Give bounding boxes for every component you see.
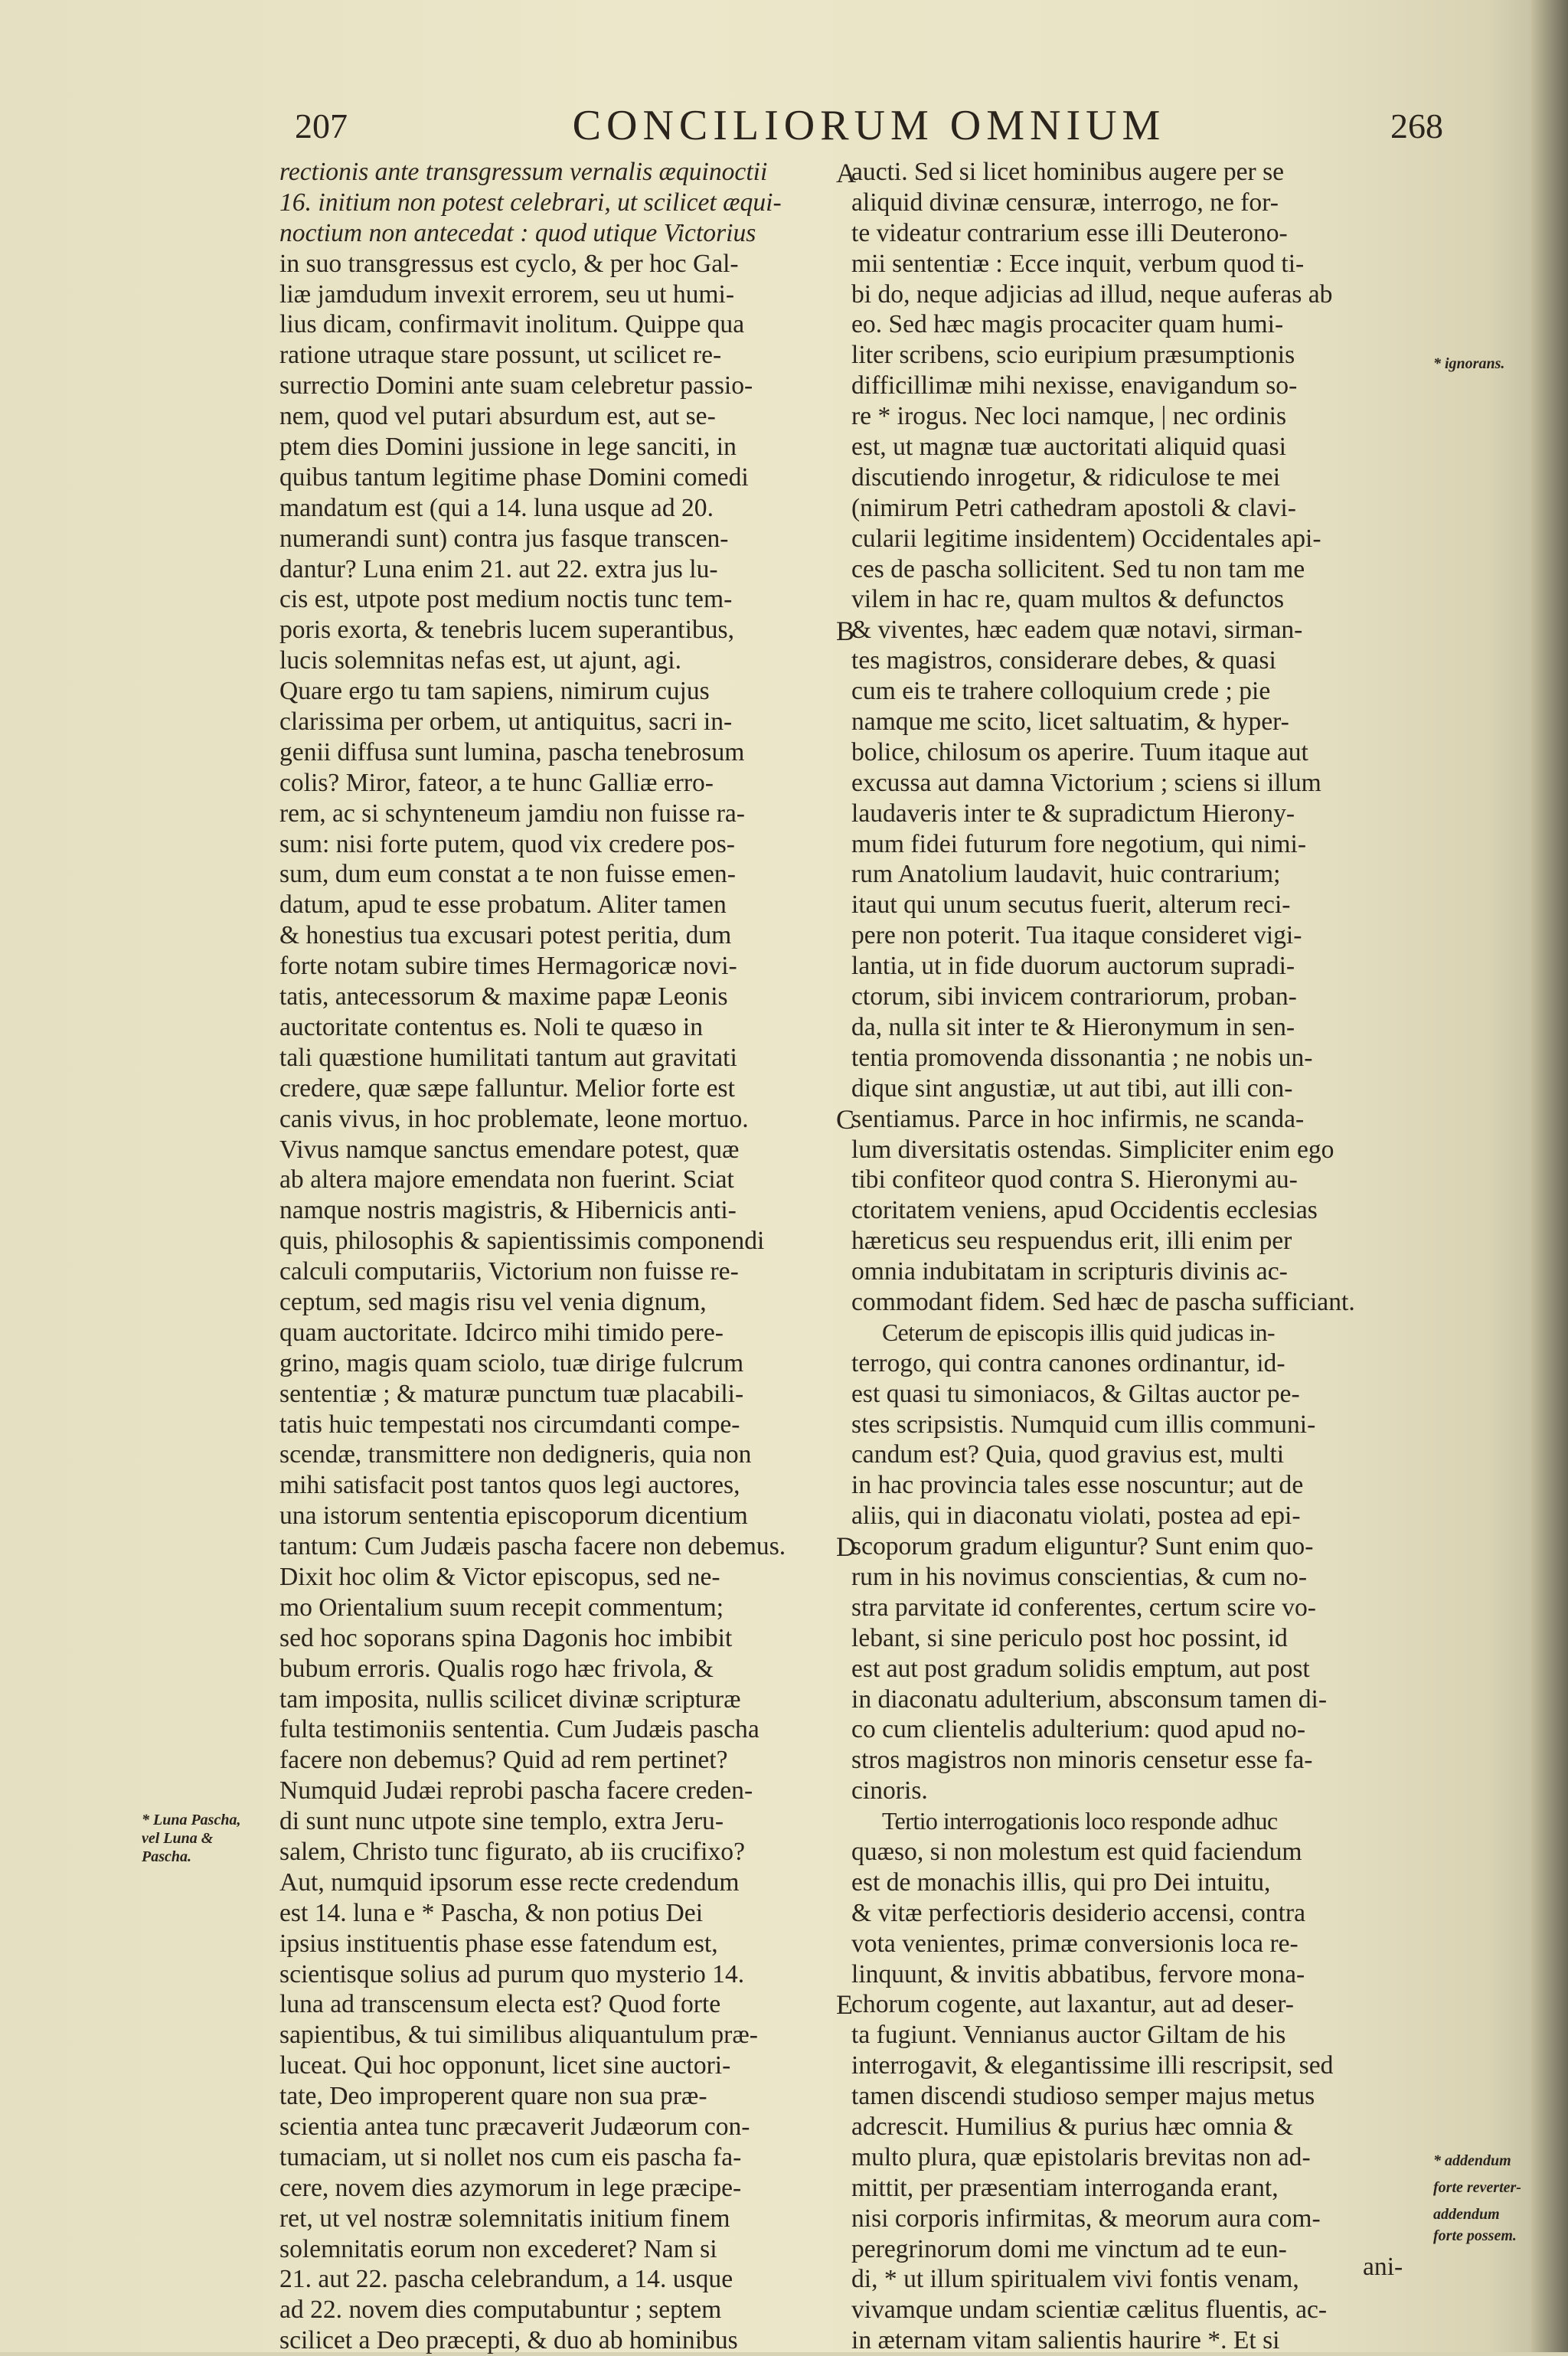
text-line: omnia indubitatam in scripturis divinis ac- xyxy=(851,1257,1288,1286)
text-line: bolice, chilosum os aperire. Tuum itaque aut xyxy=(851,737,1308,766)
page-number-left: 207 xyxy=(295,106,348,145)
text-line: di, * ut illum spiritualem vivi fontis venam, xyxy=(851,2265,1299,2294)
text-line: ceptum, sed magis risu vel venia dignum, xyxy=(279,1287,707,1316)
text-line: ctorum, sibi invicem contrariorum, proban- xyxy=(851,982,1297,1011)
text-line: est aut post gradum solidis emptum, aut post xyxy=(851,1654,1310,1683)
text-line: canis vivus, in hoc problemate, leone mortuo. xyxy=(279,1104,749,1133)
text-line: rum in his novimus conscientias, & cum no- xyxy=(851,1562,1308,1591)
text-line: Vivus namque sanctus emendare potest, quæ xyxy=(279,1135,740,1164)
text-line: in diaconatu adulterium, absconsum tamen di- xyxy=(851,1684,1328,1714)
text-line: eo. Sed hæc magis procaciter quam humi- xyxy=(851,310,1284,339)
margin-note-right: forte possem. xyxy=(1433,2227,1517,2244)
text-line: 16. initium non potest celebrari, ut scilicet æqui- xyxy=(279,188,782,217)
text-line: sed hoc soporans spina Dagonis hoc imbibit xyxy=(279,1623,733,1652)
text-line: tali quæstione humilitati tantum aut gravitati xyxy=(279,1043,737,1072)
text-line: ipsius instituentis phase esse fatendum est, xyxy=(279,1929,718,1958)
text-line: quam auctoritate. Idcirco mihi timido pere- xyxy=(279,1318,724,1347)
text-line: candum est? Quia, quod gravius est, multi xyxy=(851,1440,1285,1469)
text-line: tamen discendi studioso semper majus metus xyxy=(851,2082,1315,2111)
text-line: namque nostris magistris, & Hibernicis anti- xyxy=(279,1196,737,1225)
text-line: namque me scito, licet saltuatim, & hyper- xyxy=(851,707,1289,737)
text-line: bubum erroris. Qualis rogo hæc frivola, & xyxy=(279,1654,714,1683)
text-line: facere non debemus? Quid ad rem pertinet? xyxy=(279,1746,728,1775)
text-line: cere, novem dies azymorum in lege præcipe- xyxy=(279,2173,742,2202)
text-line: datum, apud te esse probatum. Aliter tamen xyxy=(279,890,727,920)
text-line: aucti. Sed si licet hominibus augere per se xyxy=(851,158,1285,186)
text-line: mittit, per præsentiam interroganda erant, xyxy=(851,2173,1279,2202)
text-line: colis? Miror, fateor, a te hunc Galliæ erro- xyxy=(279,768,714,797)
text-line: cum eis te trahere colloquium crede ; pie xyxy=(851,677,1271,706)
text-line: tentia promovenda dissonantia ; ne nobis un- xyxy=(851,1043,1313,1072)
margin-note-left-line: Pascha. xyxy=(142,1848,191,1865)
section-letter-b: B xyxy=(836,616,855,646)
text-line: Ceterum de episcopis illis quid judicas in- xyxy=(882,1319,1276,1346)
text-line: terrogo, qui contra canones ordinantur, id- xyxy=(851,1348,1285,1377)
text-line: mii sententiæ : Ecce inquit, verbum quod ti- xyxy=(851,249,1305,278)
text-line: scientisque solius ad purum quo mysterio 14. xyxy=(279,1959,745,1988)
text-line: tantum: Cum Judæis pascha facere non debemus. xyxy=(279,1532,786,1561)
text-line: Dixit hoc olim & Victor episcopus, sed ne- xyxy=(279,1562,720,1591)
text-line: vivamque undam scientiæ cælitus fluentis, ac- xyxy=(851,2296,1328,2325)
page-edge xyxy=(1531,0,1568,2352)
text-line: stra parvitate id conferentes, certum scire vo- xyxy=(851,1593,1316,1622)
section-letter-c: C xyxy=(836,1104,855,1135)
margin-note-left-line: * Luna Pascha, xyxy=(142,1812,241,1828)
text-line: sapientibus, & tui similibus aliquantulum præ- xyxy=(279,2021,758,2050)
text-line: scilicet a Deo præcepti, & duo ab hominibus xyxy=(279,2326,738,2355)
text-line: numerandi sunt) contra jus fasque transcen- xyxy=(279,524,729,553)
text-line: nisi corporis infirmitas, & meorum aura com- xyxy=(851,2204,1321,2233)
text-line: nem, quod vel putari absurdum est, aut se- xyxy=(279,402,716,431)
text-line: quis, philosophis & sapientissimis componendi xyxy=(279,1227,765,1256)
text-line: grino, magis quam sciolo, tuæ dirige fulcrum xyxy=(279,1348,744,1377)
text-line: cularii legitime insidentem) Occidentales api- xyxy=(851,524,1321,553)
text-line: rem, ac si schynteneum jamdiu non fuisse ra- xyxy=(279,799,745,828)
text-line: chorum cogente, aut laxantur, aut ad deser- xyxy=(851,1990,1294,2019)
text-line: Numquid Judæi reprobi pascha facere creden- xyxy=(279,1776,753,1805)
text-line: aliquid divinæ censuræ, interrogo, ne for- xyxy=(851,188,1279,217)
text-line: vota venientes, primæ conversionis loca re- xyxy=(851,1929,1298,1958)
text-line: stros magistros non minoris censetur esse fa- xyxy=(851,1746,1313,1775)
running-title: CONCILIORUM OMNIUM xyxy=(572,102,1166,149)
section-letter-e: E xyxy=(836,1989,853,2020)
text-line: mihi satisfacit post tantos quos legi auctores, xyxy=(279,1471,740,1500)
text-line: excussa aut damna Victorium ; sciens si illum xyxy=(851,768,1321,797)
text-line: tumaciam, ut si nollet nos cum eis pascha fa- xyxy=(279,2142,742,2171)
text-line: lebant, si sine periculo post hoc possint, id xyxy=(851,1623,1288,1652)
text-line: surrectio Domini ante suam celebretur passio- xyxy=(279,371,753,400)
text-line: solemnitatis eorum non excederet? Nam si xyxy=(279,2234,717,2263)
text-line: in hac provincia tales esse noscuntur; aut de xyxy=(851,1471,1304,1500)
text-line: credere, quæ sæpe falluntur. Melior forte est xyxy=(279,1073,735,1103)
text-line: ptem dies Domini jussione in lege sanciti, in xyxy=(279,433,737,462)
text-line: rum Anatolium laudavit, huic contrarium; xyxy=(851,860,1281,889)
text-line: lum diversitatis ostendas. Simpliciter enim ego xyxy=(851,1135,1334,1164)
text-line: ctoritatem veniens, apud Occidentis ecclesias xyxy=(851,1196,1318,1225)
text-line: mandatum est (qui a 14. luna usque ad 20. xyxy=(279,493,714,522)
text-line: clarissima per orbem, ut antiquitus, sacri in- xyxy=(279,707,733,737)
text-line: (nimirum Petri cathedram apostoli & clavi- xyxy=(851,493,1296,522)
text-line: & vitæ perfectioris desiderio accensi, contra xyxy=(851,1898,1305,1927)
running-header xyxy=(295,98,1443,152)
text-line: fulta testimoniis sententia. Cum Judæis pascha xyxy=(279,1715,760,1744)
text-line: liæ jamdudum invexit errorem, seu ut humi- xyxy=(279,279,735,309)
text-line: sum, dum eum constat a te non fuisse emen- xyxy=(279,860,736,889)
text-line: Quare ergo tu tam sapiens, nimirum cujus xyxy=(279,677,710,706)
margin-note-left xyxy=(142,1811,276,1866)
text-line: una istorum sententia episcoporum dicentium xyxy=(279,1502,748,1531)
text-line: quæso, si non molestum est quid faciendum xyxy=(851,1837,1302,1866)
margin-note-right: * ignorans. xyxy=(1433,355,1505,372)
margin-note-right: addendum xyxy=(1433,2206,1500,2223)
text-line: calculi computariis, Victorium non fuisse re- xyxy=(279,1257,739,1286)
text-line: da, nulla sit inter te & Hieronymum in sen- xyxy=(851,1012,1295,1041)
text-line: tatis, antecessorum & maxime papæ Leonis xyxy=(279,982,728,1011)
text-line: Tertio interrogationis loco responde adhuc xyxy=(882,1808,1278,1835)
text-line: ratione utraque stare possunt, ut scilicet re- xyxy=(279,341,722,370)
margin-note-right: * addendum xyxy=(1433,2152,1511,2169)
text-line: quibus tantum legitime phase Domini comedi xyxy=(279,462,749,492)
text-line: in suo transgressus est cyclo, & per hoc Gal- xyxy=(279,249,739,278)
text-line: bi do, neque adjicias ad illud, neque auferas ab xyxy=(851,279,1333,309)
text-line: te videatur contrarium esse illi Deuterono- xyxy=(851,218,1288,247)
text-line: difficillimæ mihi nexisse, enavigandum so- xyxy=(851,371,1298,400)
text-line: poris exorta, & tenebris lucem superantibus, xyxy=(279,616,734,645)
text-line: est 14. luna e * Pascha, & non potius Dei xyxy=(279,1898,704,1927)
text-line: in æternam vitam salientis haurire *. Et si xyxy=(851,2326,1280,2355)
text-line: ret, ut vel nostræ solemnitatis initium finem xyxy=(279,2204,730,2233)
text-line: ta fugiunt. Vennianus auctor Giltam de his xyxy=(851,2021,1286,2050)
text-line: liter scribens, scio euripium præsumptionis xyxy=(851,341,1295,370)
text-line: stes scripsistis. Numquid cum illis communi- xyxy=(851,1410,1316,1439)
text-line: laudaveris inter te & supradictum Hierony- xyxy=(851,799,1295,828)
text-line: ad 22. novem dies computabuntur ; septem xyxy=(279,2296,722,2325)
text-line: sum: nisi forte putem, quod vix credere pos- xyxy=(279,829,735,858)
text-line: itaut qui unum secutus fuerit, alterum reci- xyxy=(851,890,1291,920)
text-line: sentiamus. Parce in hoc infirmis, ne scanda- xyxy=(851,1104,1305,1133)
page-number-right: 268 xyxy=(1390,106,1443,145)
text-line: pere non poterit. Tua itaque consideret vigi- xyxy=(851,921,1302,950)
text-line: ab altera majore emendata non fuerint. Sciat xyxy=(279,1165,734,1194)
text-line: est de monachis illis, qui pro Dei intuitu, xyxy=(851,1867,1271,1897)
text-line: & viventes, hæc eadem quæ notavi, sirman- xyxy=(851,616,1303,645)
text-line: scendæ, transmittere non dedigneris, quia non xyxy=(279,1440,752,1469)
text-line: luceat. Qui hoc opponunt, licet sine auctori- xyxy=(279,2051,731,2080)
text-line: interrogavit, & elegantissime illi rescripsit, sed xyxy=(851,2051,1334,2080)
text-line: re * irogus. Nec loci namque, | nec ordinis xyxy=(851,402,1287,431)
text-line: tate, Deo improperent quare non sua præ- xyxy=(279,2082,707,2111)
text-line: est quasi tu simoniacos, & Giltas auctor pe- xyxy=(851,1379,1300,1408)
text-line: dantur? Luna enim 21. aut 22. extra jus lu- xyxy=(279,554,718,583)
text-line: peregrinorum domi me vinctum ad te eun- xyxy=(851,2234,1287,2263)
text-line: auctoritate contentus es. Noli te quæso in xyxy=(279,1012,703,1041)
text-line: aliis, qui in diaconatu violati, postea ad epi- xyxy=(851,1502,1301,1531)
text-line: mum fidei futurum fore negotium, qui nimi- xyxy=(851,829,1307,858)
text-line: scientia antea tunc præcaverit Judæorum con- xyxy=(279,2113,750,2141)
text-line: luna ad transcensum electa est? Quod forte xyxy=(279,1990,721,2019)
text-line: Aut, numquid ipsorum esse recte credendum xyxy=(279,1867,740,1897)
text-line: cinoris. xyxy=(851,1776,928,1805)
text-line: lius dicam, confirmavit inolitum. Quippe qua xyxy=(279,310,745,339)
text-line: hæreticus seu respuendus erit, illi enim per xyxy=(851,1227,1292,1256)
section-letter-a: A xyxy=(836,158,856,188)
text-line: 21. aut 22. pascha celebrandum, a 14. usque xyxy=(279,2265,733,2294)
text-line: co cum clientelis adulterium: quod apud no- xyxy=(851,1715,1306,1744)
text-line: adcrescit. Humilius & purius hæc omnia & xyxy=(851,2113,1294,2141)
text-line: commodant fidem. Sed hæc de pascha sufficiant. xyxy=(851,1287,1355,1316)
text-line: est, ut magnæ tuæ auctoritati aliquid quasi xyxy=(851,433,1286,462)
text-line: di sunt nunc utpote sine templo, extra Jeru- xyxy=(279,1807,724,1836)
text-line: tatis huic tempestati nos circumdanti compe- xyxy=(279,1410,740,1439)
text-line: tibi confiteor quod contra S. Hieronymi au- xyxy=(851,1165,1298,1194)
margin-note-right: forte reverter- xyxy=(1433,2179,1521,2196)
text-line: & honestius tua excusari potest peritia, dum xyxy=(279,921,732,950)
text-line: lantia, ut in fide duorum auctorum supradi- xyxy=(851,952,1295,981)
text-line: cis est, utpote post medium noctis tunc tem- xyxy=(279,585,733,614)
text-line: dique sint angustiæ, ut aut tibi, aut illi con- xyxy=(851,1073,1293,1103)
text-line: scoporum gradum eliguntur? Sunt enim quo- xyxy=(851,1532,1314,1561)
text-line: vilem in hac re, quam multos & defunctos xyxy=(851,585,1285,614)
text-line: forte notam subire times Hermagoricæ novi- xyxy=(279,952,737,981)
text-line: salem, Christo tunc figurato, ab iis crucifixo? xyxy=(279,1837,745,1866)
text-line: multo plura, quæ epistolaris brevitas non ad- xyxy=(851,2142,1311,2171)
text-line: sententiæ ; & maturæ punctum tuæ placabili- xyxy=(279,1379,744,1408)
text-line: linquunt, & invitis abbatibus, fervore mona- xyxy=(851,1959,1305,1988)
text-line: tam imposita, nullis scilicet divinæ scripturæ xyxy=(279,1684,741,1714)
right-column xyxy=(851,157,1416,2356)
text-line: noctium non antecedat : quod utique Victorius xyxy=(279,218,756,247)
left-column xyxy=(279,157,842,2356)
text-line: rectionis ante transgressum vernalis æquinoctii xyxy=(279,158,768,186)
text-line: ces de pascha sollicitent. Sed tu non tam me xyxy=(851,554,1305,583)
section-letter-d: D xyxy=(836,1531,856,1562)
margin-note-left-line: vel Luna & xyxy=(142,1830,214,1847)
text-line: lucis solemnitas nefas est, ut ajunt, agi. xyxy=(279,646,682,675)
text-line: mo Orientalium suum recepit commentum; xyxy=(279,1593,724,1622)
catchword: ani- xyxy=(1363,2253,1403,2281)
text-line: tes magistros, considerare debes, & quasi xyxy=(851,646,1276,675)
text-line: genii diffusa sunt lumina, pascha tenebrosum xyxy=(279,737,745,766)
text-line: discutiendo inrogetur, & ridiculose te mei xyxy=(851,462,1281,492)
